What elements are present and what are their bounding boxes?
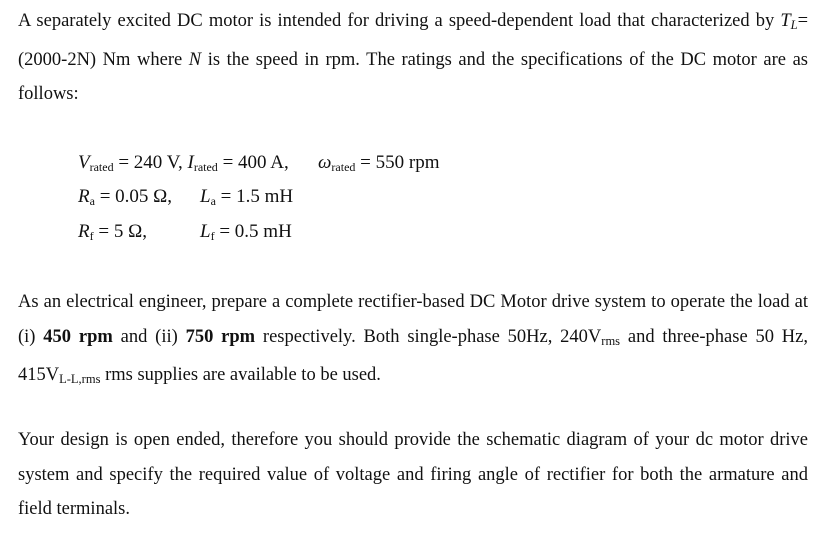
ll-rms-subscript: L-L,rms [59,372,101,386]
spec-lf [200,221,292,244]
intro-text-1: A separately excited DC motor is intended for driving a speed-dependent load that characterized by [18,11,781,31]
speed-450: 450 rpm [43,326,113,347]
task-text-1: As an electrical engineer, prepare a complete rectifier-based DC Motor drive system to operate the load at (i) [18,292,808,347]
lf-value: = 0.5 mH [214,221,292,242]
spec-ra [78,186,172,209]
design-paragraph: Your design is open ended, therefore you should provide the schematic diagram of your dc motor drive system and specify the required value of voltage and firing angle of rectifier for both the armature and field terminals. [18,430,808,519]
spec-voltage [78,152,289,175]
la-subscript: a [210,194,216,208]
intro-text-3: is the speed in rpm. The ratings and the specifications of the DC motor are as follows: [18,49,808,104]
ra-subscript: a [89,194,95,208]
task-text-4: and three-phase 50 Hz, 415V [18,326,808,385]
load-torque-expression: =(2000-2N) [18,11,808,70]
spec-la [200,186,293,209]
intro-text-2: Nm where [96,49,189,70]
rms-subscript: rms [601,333,621,348]
speed-symbol: N [188,49,202,70]
current-symbol: I [187,152,194,173]
ra-value: = 0.05 Ω, [94,186,173,207]
task-text-5: rms supplies are available to be used. [100,365,381,385]
spec-rf [78,221,147,244]
voltage-value: = 240 V, [113,152,188,173]
omega-symbol: ω [318,152,332,173]
la-symbol: L [200,186,211,207]
task-paragraph [18,285,808,397]
lf-subscript: f [210,229,215,243]
load-torque-symbol: T [780,11,791,31]
ra-symbol: R [78,186,90,207]
task-text-3: respectively. Both single-phase 50Hz, 240V [255,326,602,347]
current-subscript: rated [193,160,218,174]
load-torque-subscript: L [790,18,798,32]
task-text-2: and (ii) [112,326,186,347]
rf-value: = 5 Ω, [93,221,147,242]
speed-value: = 550 rpm [355,152,440,173]
speed-750: 750 rpm [185,326,256,347]
lf-symbol: L [200,221,211,242]
spec-speed [318,152,439,175]
la-value: = 1.5 mH [215,186,294,207]
rf-subscript: f [89,229,94,243]
voltage-symbol: V [78,152,90,173]
omega-subscript: rated [331,160,356,174]
intro-paragraph [18,4,808,112]
rf-symbol: R [78,221,90,242]
voltage-subscript: rated [89,160,114,174]
current-value: = 400 A, [217,152,289,173]
